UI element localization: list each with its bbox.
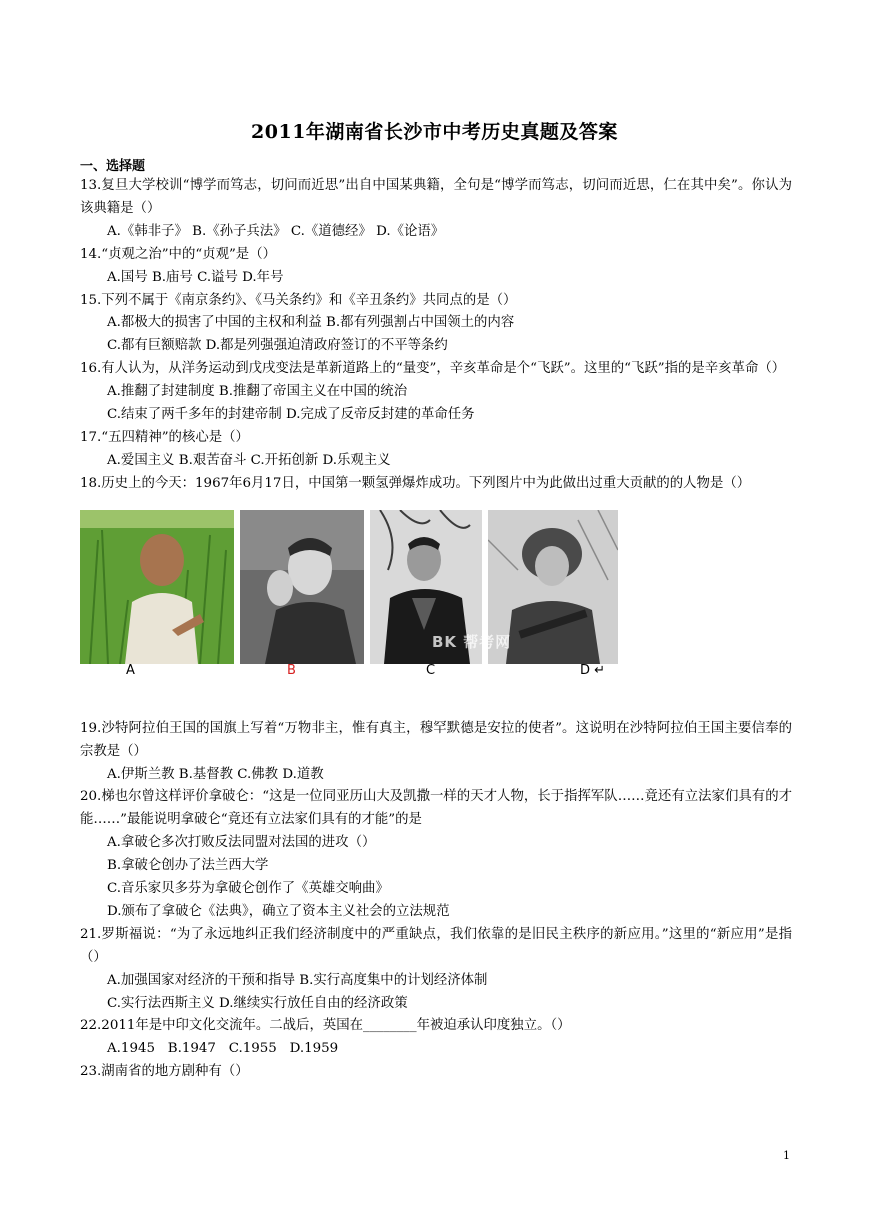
options-20-c: C.音乐家贝多芬为拿破仑创作了《英雄交响曲》 [107,881,389,897]
question-18: 18.历史上的今天：1967年6月17日，中国第一颗氢弹爆炸成功。下列图片中为此做出过重大贡献的的人物是（） [80,475,751,491]
options-15-line1: A.都极大的损害了中国的主权和利益 B.都有列强割占中国领土的内容 [107,315,515,331]
question-17: 17.“五四精神”的核心是（） [80,429,249,445]
options-15-line2: C.都有巨额赔款 D.都是列强强迫清政府签订的不平等条约 [107,338,448,354]
page-number: 1 [783,1149,790,1162]
question-19: 19.沙特阿拉伯王国的国旗上写着“万物非主，惟有真主，穆罕默德是安拉的使者”。这说明在沙特阿拉伯王国主要信奉的宗教是（） [80,720,792,759]
options-19: A.伊斯兰教 B.基督教 C.佛教 D.道教 [107,766,324,782]
options-20-a: A.拿破仑多次打败反法同盟对法国的进攻（） [107,835,376,851]
photo-label-d: D ↵ [580,662,606,678]
question-15: 15.下列不属于《南京条约》、《马关条约》和《辛丑条约》共同点的是（） [80,292,517,308]
question-13: 13.复旦大学校训“博学而笃志，切问而近思”出自中国某典籍，全句是“博学而笃志，切问而近思，仁在其中矣”。你认为该典籍是（） [80,178,792,216]
options-20-b: B.拿破仑创办了法兰西大学 [107,858,269,874]
question-20: 20.梯也尔曾这样评价拿破仑：“这是一位同亚历山大及凯撒一样的天才人物，长于指挥军队……竟还有立法家们具有的才能……”最能说明拿破仑“竟还有立法家们具有的才能”的是 [80,789,792,828]
options-20-d: D.颁布了拿破仑《法典》，确立了资本主义社会的立法规范 [107,903,450,919]
options-21-line2: C.实行法西斯主义 D.继续实行放任自由的经济政策 [107,995,408,1011]
question-22: 22.2011年是中印文化交流年。二战后，英国在________年被迫承认印度独立。（） [80,1018,571,1034]
options-13: A.《韩非子》 B.《孙子兵法》 C.《道德经》 D.《论语》 [107,223,445,239]
options-14: A.国号 B.庙号 C.谥号 D.年号 [107,269,284,285]
photo-label-b: B [287,662,296,678]
options-17: A.爱国主义 B.艰苦奋斗 C.开拓创新 D.乐观主义 [107,452,391,468]
options-16-line2: C.结束了两千多年的封建帝制 D.完成了反帝反封建的革命任务 [107,407,475,423]
photo-b [240,510,364,664]
options-16-line1: A.推翻了封建制度 B.推翻了帝国主义在中国的统治 [107,384,408,400]
options-21-line1: A.加强国家对经济的干预和指导 B.实行高度集中的计划经济体制 [107,972,488,988]
document-title: 2011年湖南省长沙市中考历史真题及答案 [251,121,618,143]
question-21: 21.罗斯福说：“为了永远地纠正我们经济制度中的严重缺点，我们依靠的是旧民主秩序的新应用。”这里的“新应用”是指（） [80,926,792,965]
question-18-image-options [80,498,792,712]
question-23: 23.湖南省的地方剧种有（） [80,1064,249,1080]
watermark: BK 帮考网 [432,632,512,651]
question-16: 16.有人认为，从洋务运动到戊戌变法是革新道路上的“量变”，辛亥革命是个“飞跃”。这里的“飞跃”指的是辛亥革命（） [80,361,786,377]
question-list [80,175,792,1084]
question-14: 14.“贞观之治”中的“贞观”是（） [80,246,276,262]
section-heading: 一、选择题 [80,159,146,174]
photo-label-c: C [426,662,436,678]
photo-a [80,510,234,664]
options-22: A.1945 B.1947 C.1955 D.1959 [107,1041,339,1057]
photo-label-a: A [126,662,135,678]
